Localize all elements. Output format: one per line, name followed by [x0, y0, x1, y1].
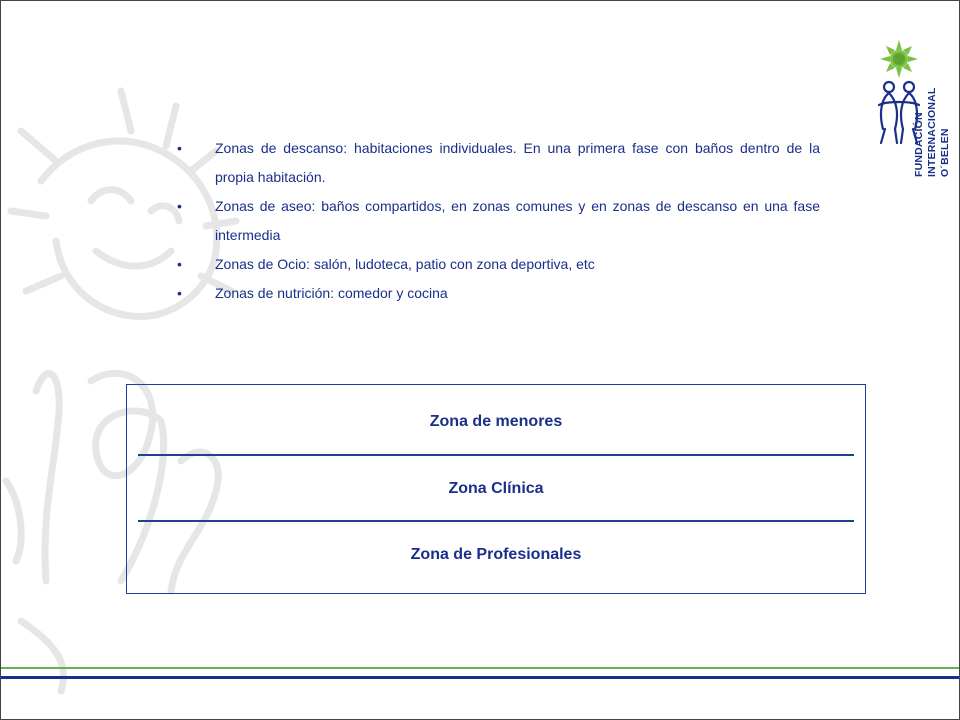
bullet-text: Zonas de descanso: habitaciones individuales. En una primera fase con baños dentro de la propia habitación.: [215, 140, 820, 185]
zone-label-menores: Zona de menores: [429, 413, 563, 430]
bullet-text: Zonas de Ocio: salón, ludoteca, patio con zona deportiva, etc: [215, 256, 595, 272]
bullet-text: Zonas de nutrición: comedor y cocina: [215, 285, 448, 301]
bullet-item: [177, 250, 820, 279]
bullet-item: [177, 192, 820, 250]
logo-text-line: INTERNACIONAL: [926, 87, 938, 177]
bullet-item: [177, 134, 820, 192]
bullet-marker: •: [177, 140, 182, 156]
logo-text: [913, 87, 952, 177]
bullet-list: [177, 134, 820, 308]
footer-blue-line: [1, 676, 959, 679]
zone-divider: [138, 520, 854, 522]
logo-text-line: O´BELEN: [939, 128, 951, 177]
zone-label-profesionales: Zona de Profesionales: [410, 546, 582, 563]
bullet-marker: •: [177, 285, 182, 301]
footer-green-line: [1, 667, 959, 669]
bullet-marker: •: [177, 198, 182, 214]
logo-text-line: FUNDACIÓN: [913, 112, 925, 177]
zone-label-clinica: Zona Clínica: [448, 480, 544, 497]
bullet-item: [177, 279, 820, 308]
zones-box: [126, 384, 866, 594]
zone-divider: [138, 454, 854, 456]
bullet-text: Zonas de aseo: baños compartidos, en zonas comunes y en zonas de descanso en una fase intermedia: [215, 198, 820, 243]
bullet-marker: •: [177, 256, 182, 272]
